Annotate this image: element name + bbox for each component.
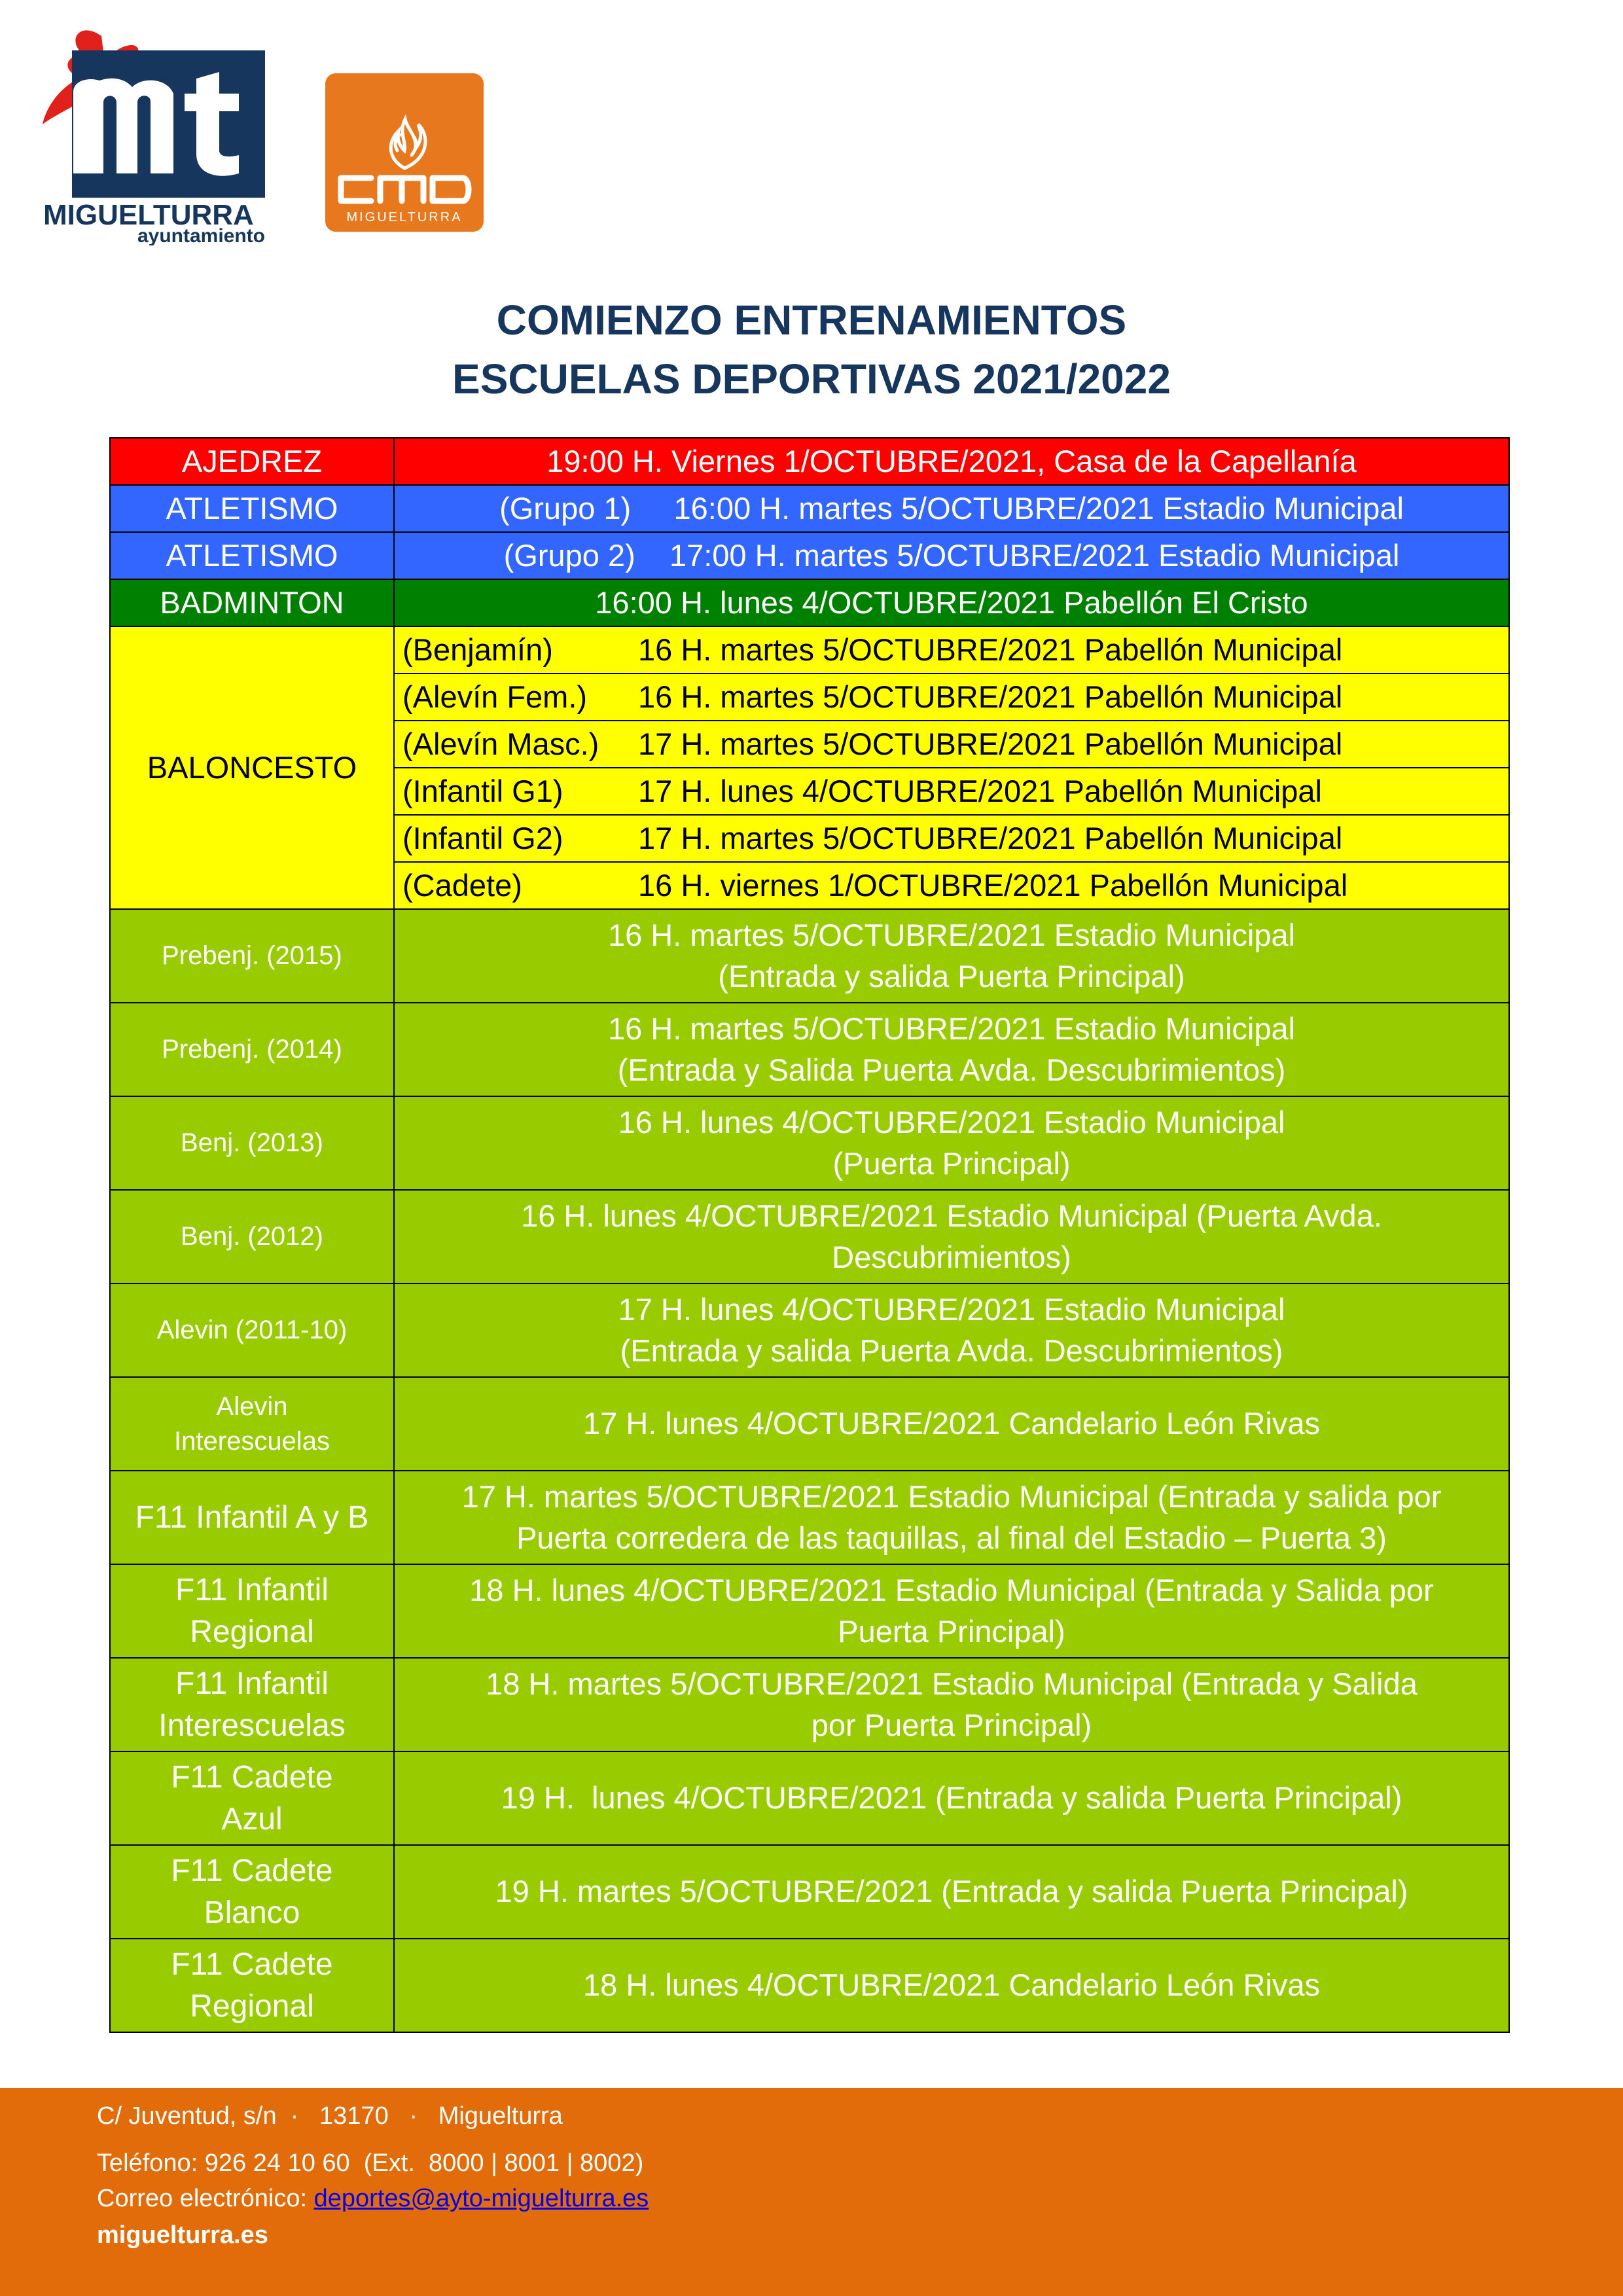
table-row bbox=[110, 1003, 1509, 1096]
sport-cell: BALONCESTO bbox=[110, 626, 394, 909]
category-cell bbox=[110, 1939, 394, 2032]
detail-cell bbox=[394, 1471, 1509, 1564]
detail-line: Descubrimientos) bbox=[832, 1239, 1071, 1274]
detail-cell bbox=[394, 721, 1509, 768]
detail-line: 17 H. lunes 4/OCTUBRE/2021 Estadio Municipal bbox=[618, 1292, 1285, 1327]
detail-cell: 19:00 H. Viernes 1/OCTUBRE/2021, Casa de la Capellanía bbox=[394, 438, 1509, 485]
detail-line: 18 H. martes 5/OCTUBRE/2021 Estadio Municipal (Entrada y Salida bbox=[486, 1666, 1418, 1702]
detail-cell: 18 H. lunes 4/OCTUBRE/2021 Candelario León Rivas bbox=[394, 1939, 1509, 2032]
group-detail: 16 H. martes 5/OCTUBRE/2021 Pabellón Municipal bbox=[638, 632, 1343, 667]
detail-cell bbox=[394, 1283, 1509, 1377]
category-cell bbox=[110, 1751, 394, 1845]
detail-line: 16 H. martes 5/OCTUBRE/2021 Estadio Municipal bbox=[607, 1011, 1296, 1047]
footer-email-label: Correo electrónico: bbox=[97, 2185, 314, 2212]
table-row bbox=[110, 485, 1509, 532]
detail-cell: (Grupo 1) 16:00 H. martes 5/OCTUBRE/2021 Estadio Municipal bbox=[394, 485, 1509, 532]
group-detail: 16 H. viernes 1/OCTUBRE/2021 Pabellón Municipal bbox=[638, 867, 1348, 903]
table-row bbox=[110, 579, 1509, 626]
group-label: (Alevín Masc.) bbox=[402, 726, 599, 761]
detail-line: 16 H. lunes 4/OCTUBRE/2021 Estadio Municipal (Puerta Avda. bbox=[521, 1198, 1382, 1234]
table-row bbox=[110, 1471, 1509, 1564]
category-line: Interescuelas bbox=[158, 1708, 346, 1743]
detail-line: Puerta Principal) bbox=[838, 1613, 1065, 1649]
footer-web[interactable]: miguelturra.es bbox=[97, 2221, 268, 2249]
category-line: F11 Infantil bbox=[175, 1666, 329, 1702]
detail-cell: (Grupo 2) 17:00 H. martes 5/OCTUBRE/2021 Estadio Municipal bbox=[394, 532, 1509, 579]
table-row bbox=[110, 532, 1509, 579]
logo-town-name: MIGUELTURRA bbox=[43, 199, 254, 231]
category-cell: Benj. (2013) bbox=[110, 1096, 394, 1190]
category-line: F11 Cadete bbox=[171, 1760, 333, 1795]
footer-email-line bbox=[97, 2185, 649, 2213]
page-title-line1: COMIENZO ENTRENAMIENTOS bbox=[496, 296, 1127, 344]
category-line: Alevin bbox=[216, 1391, 288, 1421]
table-row bbox=[110, 1190, 1509, 1283]
footer-phone: Teléfono: 926 24 10 60 (Ext. 8000 | 8001 | 8002) bbox=[97, 2149, 644, 2177]
detail-line: 18 H. lunes 4/OCTUBRE/2021 Estadio Municipal (Entrada y Salida por bbox=[469, 1573, 1434, 1608]
category-line: Regional bbox=[190, 1988, 314, 2024]
table-row bbox=[110, 1283, 1509, 1377]
detail-cell bbox=[394, 862, 1509, 909]
detail-cell bbox=[394, 1190, 1509, 1283]
footer bbox=[0, 2088, 1623, 2296]
detail-cell: 17 H. lunes 4/OCTUBRE/2021 Candelario León Rivas bbox=[394, 1377, 1509, 1471]
detail-cell: 16:00 H. lunes 4/OCTUBRE/2021 Pabellón El Cristo bbox=[394, 579, 1509, 626]
table-row bbox=[110, 1845, 1509, 1939]
detail-line: por Puerta Principal) bbox=[811, 1707, 1092, 1742]
detail-cell: 19 H. lunes 4/OCTUBRE/2021 (Entrada y salida Puerta Principal) bbox=[394, 1751, 1509, 1845]
footer-email-link[interactable]: deportes@ayto-miguelturra.es bbox=[313, 2185, 649, 2212]
detail-line: (Entrada y salida Puerta Avda. Descubrimientos) bbox=[620, 1333, 1283, 1368]
category-line: F11 Infantil bbox=[175, 1573, 329, 1608]
detail-line: (Entrada y salida Puerta Principal) bbox=[718, 958, 1185, 994]
category-cell: Alevin (2011-10) bbox=[110, 1283, 394, 1377]
ayuntamiento-logo bbox=[39, 16, 272, 245]
footer-address: C/ Juventud, s/n · 13170 · Miguelturra bbox=[97, 2102, 563, 2130]
table-row bbox=[110, 1564, 1509, 1658]
detail-cell: 19 H. martes 5/OCTUBRE/2021 (Entrada y salida Puerta Principal) bbox=[394, 1845, 1509, 1939]
category-cell bbox=[110, 1658, 394, 1751]
category-line: Blanco bbox=[204, 1895, 300, 1930]
detail-line: (Puerta Principal) bbox=[832, 1145, 1071, 1181]
detail-cell bbox=[394, 1564, 1509, 1658]
detail-cell bbox=[394, 673, 1509, 721]
category-cell: Prebenj. (2015) bbox=[110, 909, 394, 1003]
table-row bbox=[110, 1658, 1509, 1751]
detail-cell bbox=[394, 1658, 1509, 1751]
group-label: (Cadete) bbox=[402, 867, 522, 903]
group-detail: 16 H. martes 5/OCTUBRE/2021 Pabellón Municipal bbox=[638, 679, 1343, 714]
detail-line: Puerta corredera de las taquillas, al final del Estadio – Puerta 3) bbox=[516, 1520, 1387, 1555]
table-row bbox=[110, 1751, 1509, 1845]
category-line: F11 Cadete bbox=[171, 1947, 333, 1982]
category-line: Regional bbox=[190, 1614, 314, 1649]
sport-cell: ATLETISMO bbox=[110, 485, 394, 532]
schedule-table bbox=[109, 437, 1510, 2033]
detail-line: 17 H. martes 5/OCTUBRE/2021 Estadio Municipal (Entrada y salida por bbox=[461, 1479, 1442, 1515]
detail-cell bbox=[394, 1003, 1509, 1096]
group-label: (Infantil G1) bbox=[402, 773, 563, 808]
detail-cell bbox=[394, 815, 1509, 862]
logo-sub: ayuntamiento bbox=[137, 225, 265, 245]
category-line: F11 Cadete bbox=[171, 1854, 333, 1889]
category-cell bbox=[110, 1845, 394, 1939]
category-cell: Prebenj. (2014) bbox=[110, 1003, 394, 1096]
deportes-logo-name: MIGUELTURRA bbox=[346, 210, 463, 224]
sport-cell: BADMINTON bbox=[110, 579, 394, 626]
category-cell: Benj. (2012) bbox=[110, 1190, 394, 1283]
table-row bbox=[110, 1939, 1509, 2032]
sport-cell: ATLETISMO bbox=[110, 532, 394, 579]
group-label: (Infantil G2) bbox=[402, 820, 563, 855]
detail-cell bbox=[394, 768, 1509, 815]
group-detail: 17 H. martes 5/OCTUBRE/2021 Pabellón Municipal bbox=[638, 726, 1343, 761]
detail-cell bbox=[394, 909, 1509, 1003]
table-row bbox=[110, 626, 1509, 673]
group-label: (Alevín Fem.) bbox=[402, 679, 588, 714]
category-line: Azul bbox=[221, 1801, 283, 1837]
table-row bbox=[110, 438, 1509, 485]
table-row bbox=[110, 1377, 1509, 1471]
category-cell: F11 Infantil A y B bbox=[110, 1471, 394, 1564]
detail-line: (Entrada y Salida Puerta Avda. Descubrimientos) bbox=[617, 1052, 1286, 1087]
category-line: Interescuelas bbox=[174, 1426, 330, 1456]
detail-cell bbox=[394, 626, 1509, 673]
group-label: (Benjamín) bbox=[402, 632, 553, 667]
category-cell bbox=[110, 1564, 394, 1658]
table-row bbox=[110, 909, 1509, 1003]
category-cell bbox=[110, 1377, 394, 1471]
sport-cell: AJEDREZ bbox=[110, 438, 394, 485]
group-detail: 17 H. martes 5/OCTUBRE/2021 Pabellón Municipal bbox=[638, 820, 1343, 855]
page-title-line2: ESCUELAS DEPORTIVAS 2021/2022 bbox=[452, 355, 1171, 403]
detail-line: 16 H. lunes 4/OCTUBRE/2021 Estadio Municipal bbox=[618, 1105, 1285, 1140]
deportes-logo bbox=[325, 73, 484, 232]
group-detail: 17 H. lunes 4/OCTUBRE/2021 Pabellón Municipal bbox=[638, 773, 1322, 808]
detail-line: 16 H. martes 5/OCTUBRE/2021 Estadio Municipal bbox=[607, 918, 1296, 953]
detail-cell bbox=[394, 1096, 1509, 1190]
table-row bbox=[110, 1096, 1509, 1190]
